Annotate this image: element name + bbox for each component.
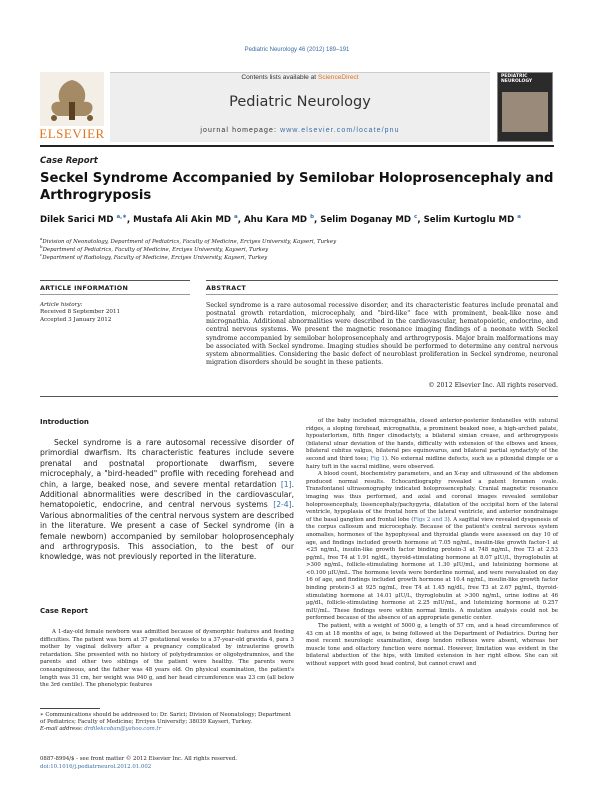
cover-photo <box>502 92 548 132</box>
follow-up-paragraph: The patient, with a weight of 5000 g, a length of 57 cm, and a head circumference of 43 cm at 18 months of age, is being followed at the Department of Pediatrics. During her most recent neurologic examination, deep tendon reflexes were absent, whereas her muscle tone and olfactory function were normal. However, limitation was evident in the bilateral abduction of the hips, with limited extension in her right elbow. She can sit without support with good head control, but cannot crawl and <box>306 623 558 667</box>
phenotype-paragraph: of the baby included micrognathia, closed anterior-posterior fontanelles with sutural ridges, a sloping forehead, micrognathia, a prominent beaked nose, a high-arched palate, hypoaterlorism, fifth finger clinodactyly, a bilateral simian crease, and arthrogryposis (bilateral ulnar deviation of the hands, difficulty with extension of the elbows and knees, bilateral cubitus valgus, bilateral pes equinovarus, and bilateral partial syndactyly of the second and third toes; Fig 1). No external midline defects, such as a pilonidal dimple or a hairy tuft in the sacral midline, were observed. <box>306 418 558 470</box>
journal-title: Pediatric Neurology <box>229 94 371 110</box>
article-history <box>40 302 190 324</box>
article-title: Seckel Syndrome Accompanied by Semilobar Holoprosencephaly and Arthrogryposis <box>40 171 554 203</box>
abstract-bottom-rule <box>40 396 558 397</box>
info-sub-rule <box>40 294 190 295</box>
introduction-heading: Introduction <box>40 418 89 426</box>
author-3-affil: b <box>310 214 314 220</box>
article-info-heading: ARTICLE INFORMATION <box>40 284 129 292</box>
figure-link-1[interactable]: Fig 1 <box>370 455 385 462</box>
author-2-affil: a <box>234 214 238 220</box>
author-3: Ahu Kara MD $^b$, <box>244 214 321 225</box>
footnote-rule <box>40 708 100 709</box>
correspondence-text: ∗ Communications should be addressed to: Dr. Sarici; Division of Neonatology; Department of Pediatrics; Faculty of Medicine; Erciyes University; 38039 Kayseri, Turkey. <box>40 712 291 726</box>
case-report-text: A 1-day-old female newborn was admitted because of dysmorphic features and feeding difficulties. The patient was born at 37 gestational weeks to a 37-year-old gravida 4, para 3 mother by vaginal delivery after a pregnancy complicated by intrauterine growth retardation. She presented with no history of polyhydramnios or oligohydramnios, and the parents and other two siblings of the patient were healthy. The parents were consanguineous, and the father was 48 years old. On physical examination, the patient's length was 31 cm, her weight was 940 g, and her head circumference was 23 cm (all below the 3rd centile). The phenotypic features <box>40 629 294 689</box>
history-label: Article history: <box>40 302 83 308</box>
abstract-sub-rule <box>206 294 558 295</box>
accepted-date: Accepted 3 January 2012 <box>40 316 112 323</box>
author-4-affil: c <box>414 214 418 220</box>
correspondence-footnote <box>40 712 294 734</box>
cover-title: PEDIATRIC NEUROLOGY <box>501 74 533 84</box>
author-2: Mustafa Ali Akin MD $^a$, <box>133 214 244 225</box>
received-date: Received 8 September 2011 <box>40 309 121 316</box>
homepage-link[interactable]: www.elsevier.com/locate/pnu <box>280 127 400 134</box>
abstract-text: Seckel syndrome is a rare autosomal recessive disorder, and its characteristic features include prenatal and postnatal growth retardation, microcephaly, and "bird-like" face with prominent, beak-like nose and micrognathia. Additional abnormalities were described in the cardiovascular, hematopoietic, endocrine, and central nervous systems. We present the magnetic resonance imaging findings of a neonate with Seckel syndrome accompanied by semilobar holoprosencephaly and arthrogryposis. Major brain malformations may be associated with Seckel syndrome. Imaging studies should be performed to determine any central nervous system abnormalities. Considering the basic defect of neuroblast proliferation in Seckel syndrome, neuronal migration disorders should be sought in these patients. <box>206 302 558 367</box>
reference-link-2-4[interactable]: [2-4] <box>273 500 292 510</box>
contents-prefix: Contents lists available at <box>241 74 318 81</box>
email-link[interactable]: drdilekcoban@yahoo.com.tr <box>84 726 162 733</box>
affiliation-c: $^c$Department of Radiology, Faculty of Medicine, Erciyes University, Kayseri, Turkey <box>40 252 268 261</box>
article-type-label: Case Report <box>40 156 98 166</box>
author-5-affil: a <box>517 214 521 220</box>
email-label: E-mail address: <box>40 726 85 733</box>
reference-link-1[interactable]: [1] <box>280 479 292 489</box>
homepage-prefix: journal homepage: <box>200 127 281 134</box>
journal-citation: Pediatric Neurology 46 (2012) 189–191 <box>244 47 350 53</box>
author-4: Selim Doganay MD $^c$, <box>320 214 424 225</box>
affiliation-a: $^a$Division of Neonatology, Department of Pediatrics, Faculty of Medicine, Erciyes University, Kayseri, Turkey <box>40 236 337 245</box>
abstract-copyright: © 2012 Elsevier Inc. All rights reserved. <box>428 382 558 389</box>
bottom-notes <box>40 756 340 771</box>
journal-homepage <box>110 127 490 134</box>
introduction-text: Seckel syndrome is a rare autosomal recessive disorder of primordial dwarfism. Its characteristic features include severe prenatal and postnatal proportionate dwarfism, severe microcephaly, a "bird-headed" profile with receding forehead and chin, a large, beaked nose, and severe mental retardation [1]. Additional abnormalities were described in the cardiovascular, hematopoietic, endocrine, and central nervous systems [2-4]. Various abnormalities of the central nervous system are described in the literature. We present a case of Seckel syndrome (in a female newborn) accompanied by semilobar holoprosencephaly and arthrogryposis. This association, to the best of our knowledge, was not previously reported in the literature. <box>40 438 294 562</box>
abstract-top-rule <box>206 280 558 281</box>
doi-link[interactable]: doi:10.1016/j.pediatrneurol.2012.01.002 <box>40 763 152 770</box>
issn-line: 0887-8994/$ - see front matter © 2012 Elsevier Inc. All rights reserved. <box>40 756 237 762</box>
investigations-paragraph: A blood count, biochemistry parameters, and an X-ray and ultrasound of the abdomen produced normal results. Echocardiography revealed a patent foramen ovale. Transfontanel ultrasonography indicated holoprosencephaly. Cranial magnetic resonance imaging was thus performed, and axial and coronal images revealed semilobar holoprosencephaly, lissencephaly/pachygyria, dilatation of the occipital horn of the lateral ventricle, hypoplasia of the frontal horn of the lateral ventricle, and anterior nondrainage of the basal ganglion and frontal lobe (Figs 2 and 3). A sagittal view revealed dysgenesis of the corpus callosum and microcephaly. Because of the patient's central nervous system anomalies, hormones of the hypophyseal and thyroidal glands were assessed on day 10 of age, and findings included growth hormone at 7.05 ng/mL, insulin-like growth factor-1 at <25 ng/mL, insulin-like growth factor binding protein-3 at 748 ng/mL, free T3 at 2.53 pg/mL, free T4 at 1.91 ng/dL, thyroid-stimulating hormone at 8.07 μIU/L, thyroglobulin at >300 ng/mL, follicle-stimulating hormone at 1.30 μIU/mL, and luteinizing hormone at <0.100 μIU/mL. The hormone levels were borderline normal, and were reevaluated on day 16 of age, and findings included growth hormone at 10.4 ng/mL, insulin-like growth factor binding protein-3 at 925 ng/mL, free T4 at 1.45 ng/dL, free T3 at 2.67 pg/mL, thyroid-stimulating hormone at 14.01 μIU/L, thyroglobulin at >300 ng/mL, urine iodine at 46 μg/dL, follicle-stimulating hormone at 2.25 mIU/mL, and luteinizing hormone at 0.257 mIU/mL. These findings were within normal limits. A mutation analysis could not be performed because of the absence of an appropriate genetic center. <box>306 471 558 622</box>
contents-line <box>110 74 490 81</box>
author-1-affil: a,∗ <box>116 214 127 220</box>
author-5: Selim Kurtoglu MD $^a$ <box>423 214 521 225</box>
case-report-heading: Case Report <box>40 607 88 615</box>
sciencedirect-link[interactable]: ScienceDirect <box>317 74 359 81</box>
publisher-name: ELSEVIER <box>39 126 105 141</box>
header-divider <box>40 145 554 147</box>
affiliation-b: $^b$Department of Pediatrics, Faculty of Medicine, Erciyes University, Kayseri, Turkey <box>40 244 269 253</box>
info-top-rule <box>40 280 190 281</box>
author-1: Dilek Sarici MD $^{a,∗}$, <box>40 214 134 225</box>
figure-link-2-3[interactable]: Figs 2 and 3 <box>413 516 448 523</box>
author-list <box>40 214 560 225</box>
abstract-heading: ABSTRACT <box>206 284 247 292</box>
right-column-text <box>306 418 558 669</box>
